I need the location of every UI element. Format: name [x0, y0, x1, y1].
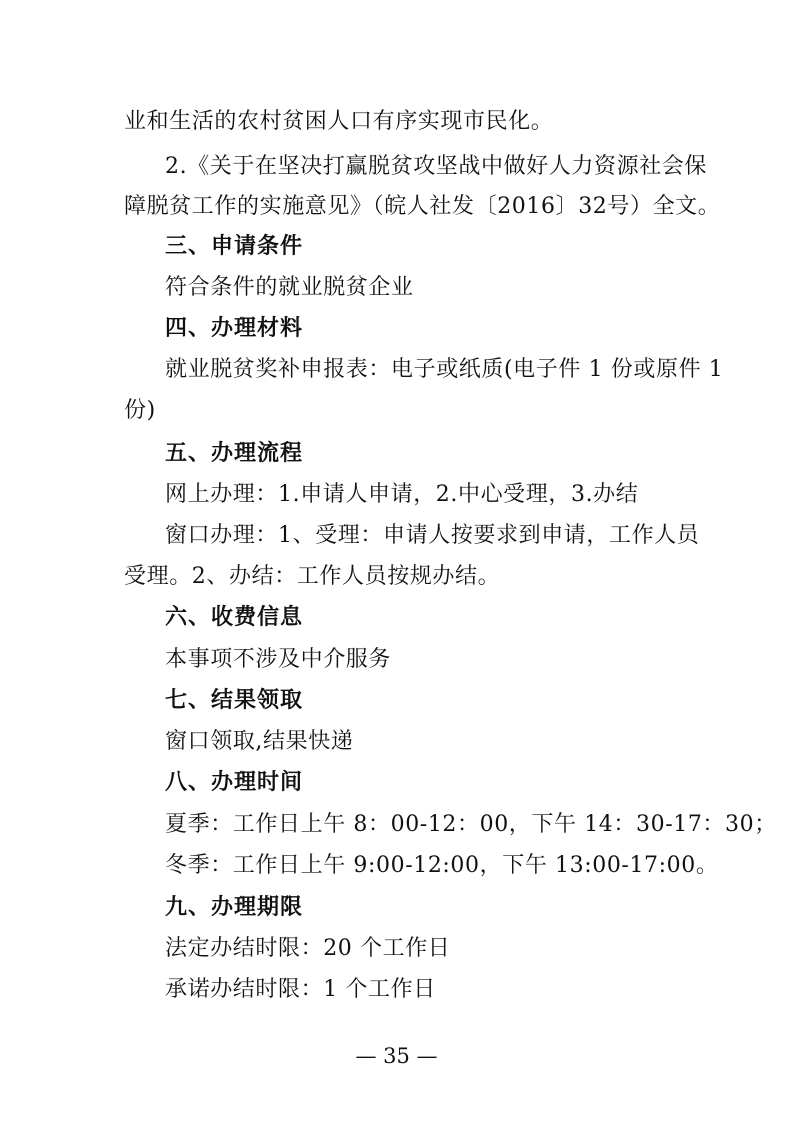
- section-heading-materials: 四、办理材料: [165, 316, 304, 341]
- paragraph-line: 法定办结时限：20 个工作日: [165, 936, 451, 961]
- reference-item-line: 障脱贫工作的实施意见》（皖人社发〔2016〕32号）全文。: [124, 194, 721, 219]
- paragraph-line: 本事项不涉及中介服务: [165, 647, 392, 672]
- paragraph-line: 就业脱贫奖补申报表：电子或纸质(电子件 1 份或原件 1: [165, 357, 724, 382]
- paragraph-line: 承诺办结时限：1 个工作日: [165, 977, 436, 1002]
- section-heading-process: 五、办理流程: [165, 441, 304, 466]
- paragraph-line: 冬季：工作日上午 9:00-12:00，下午 13:00-17:00。: [165, 853, 719, 878]
- page-number: — 35 —: [355, 1044, 438, 1068]
- section-heading-fees: 六、收费信息: [165, 605, 304, 630]
- paragraph-line: 业和生活的农村贫困人口有序实现市民化。: [124, 109, 554, 134]
- paragraph-line: 网上办理：1.申请人申请，2.中心受理，3.办结: [165, 482, 639, 507]
- section-heading-time-limit: 九、办理期限: [165, 895, 304, 920]
- reference-item-line: 2.《关于在坚决打赢脱贫攻坚战中做好人力资源社会保: [165, 154, 707, 179]
- paragraph-line: 夏季：工作日上午 8：00-12：00，下午 14：30-17：30；: [165, 812, 777, 837]
- paragraph-line: 份): [124, 398, 156, 423]
- section-heading-application-conditions: 三、申请条件: [165, 234, 304, 259]
- paragraph-line: 窗口领取,结果快递: [165, 729, 354, 754]
- paragraph-line: 窗口办理：1、受理：申请人按要求到申请，工作人员: [165, 523, 700, 548]
- paragraph-line: 受理。2、办结：工作人员按规办结。: [124, 564, 501, 589]
- section-heading-result-pickup: 七、结果领取: [165, 688, 304, 713]
- paragraph-line: 符合条件的就业脱贫企业: [165, 275, 414, 300]
- section-heading-hours: 八、办理时间: [165, 770, 304, 795]
